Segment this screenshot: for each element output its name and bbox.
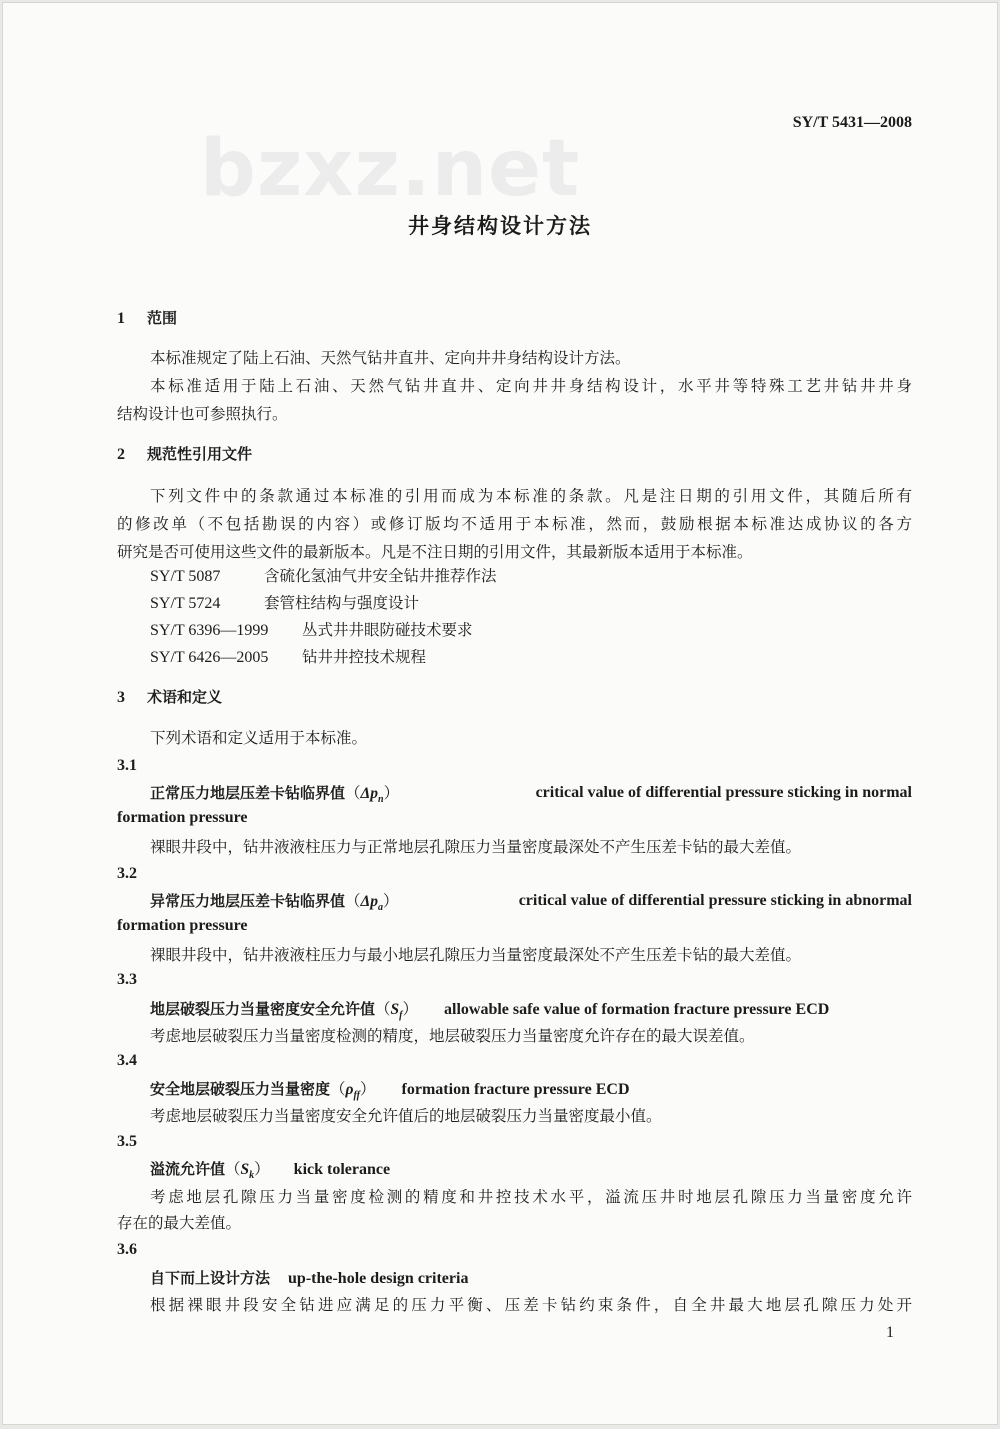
term-english: kick tolerance <box>293 1161 391 1178</box>
term-symbol: $\Delta p_a$ <box>360 893 383 914</box>
reference-title: 套管柱结构与强度设计 <box>264 594 420 612</box>
reference-item <box>150 593 419 614</box>
term-heading <box>150 1268 468 1289</box>
term-definition: 考虑地层破裂压力当量密度检测的精度，地层破裂压力当量密度允许存在的最大误差值。 <box>150 1027 755 1045</box>
term-definition: 考虑地层破裂压力当量密度安全允许值后的地层破裂压力当量密度最小值。 <box>150 1107 662 1125</box>
section-number: 3 <box>117 689 125 706</box>
term-heading: 正常压力地层压差卡钻临界值$(\Delta p_n)$ critical value of differential pressure sticking in normal <box>150 783 912 810</box>
term-heading: 溢流允许值$(S_k)$ kick tolerance <box>150 1160 391 1182</box>
term-symbol: $S_f$ <box>390 1001 403 1022</box>
section-title: 规范性引用文件 <box>147 445 253 463</box>
reference-code: SY/T 6426—2005 <box>150 649 269 666</box>
term-english: critical value of differential pressure sticking in normal <box>535 784 912 801</box>
term-chinese: 自下而上设计方法 <box>150 1269 271 1287</box>
reference-item <box>150 647 426 668</box>
paragraph-line: 下列术语和定义适用于本标准。 <box>150 729 368 747</box>
term-definition: 根据裸眼井段安全钻进应满足的压力平衡、压差卡钻约束条件，自全井最大地层孔隙压力处开 <box>150 1296 912 1314</box>
term-heading: 地层破裂压力当量密度安全允许值$(S_f)$ allowable safe value of formation fracture pressure ECD <box>150 1000 830 1022</box>
reference-title: 含硫化氢油气井安全钻井推荐作法 <box>264 567 497 585</box>
reference-title: 丛式井井眼防碰技术要求 <box>302 621 473 639</box>
term-symbol: $S_k$ <box>240 1161 255 1182</box>
term-definition: 裸眼井段中，钻井液液柱压力与正常地层孔隙压力当量密度最深处不产生压差卡钻的最大差值。 <box>150 838 802 856</box>
section-heading <box>117 687 222 708</box>
section-number: 2 <box>117 446 125 463</box>
document-title: 井身结构设计方法 <box>408 214 592 238</box>
paragraph-line: 的修改单（不包括勘误的内容）或修订版均不适用于本标准，然而，鼓励根据本标准达成协议的各方 <box>117 515 912 533</box>
paragraph-line: 本标准规定了陆上石油、天然气钻井直井、定向井井身结构设计方法。 <box>150 349 631 367</box>
reference-code: SY/T 6396—1999 <box>150 622 269 639</box>
section-number: 1 <box>117 310 125 327</box>
reference-item <box>150 620 473 641</box>
reference-item <box>150 566 497 587</box>
paragraph-line: 结构设计也可参照执行。 <box>117 405 288 423</box>
term-number: 3.1 <box>117 757 137 774</box>
term-chinese: 异常压力地层压差卡钻临界值 <box>150 892 346 910</box>
section-title: 范围 <box>147 309 178 327</box>
term-english: up-the-hole design criteria <box>288 1270 469 1287</box>
term-number: 3.2 <box>117 865 137 882</box>
document-page <box>2 2 998 1425</box>
term-chinese: 溢流允许值 <box>150 1160 226 1178</box>
reference-code: SY/T 5724 <box>150 595 221 612</box>
term-number: 3.4 <box>117 1052 137 1069</box>
standard-number: SY/T 5431—2008 <box>792 114 912 131</box>
section-heading <box>117 308 177 329</box>
section-heading <box>117 444 252 465</box>
term-english: critical value of differential pressure sticking in abnormal <box>518 892 912 909</box>
term-symbol: $\Delta p_n$ <box>360 785 384 806</box>
term-definition: 考虑地层孔隙压力当量密度检测的精度和井控技术水平，溢流压井时地层孔隙压力当量密度允许 <box>150 1188 912 1206</box>
reference-title: 钻井井控技术规程 <box>302 648 427 666</box>
term-number: 3.5 <box>117 1133 137 1150</box>
paragraph-line: 研究是否可使用这些文件的最新版本。凡是不注日期的引用文件，其最新版本适用于本标准。 <box>117 543 753 561</box>
term-heading: 异常压力地层压差卡钻临界值$(\Delta p_a)$ critical value of differential pressure sticking in abnormal <box>150 891 912 918</box>
paragraph-line: 本标准适用于陆上石油、天然气钻井直井、定向井井身结构设计，水平井等特殊工艺井钻井井身 <box>150 377 912 395</box>
term-heading: 安全地层破裂压力当量密度$(\rho_{ff})$ formation fracture pressure ECD <box>150 1080 630 1102</box>
watermark: bzxz.net <box>200 124 581 214</box>
term-english: formation fracture pressure ECD <box>401 1081 630 1098</box>
page-number: 1 <box>886 1324 894 1341</box>
term-english-cont: formation pressure <box>117 809 248 826</box>
reference-code: SY/T 5087 <box>150 568 221 585</box>
section-title: 术语和定义 <box>147 688 223 706</box>
term-english: allowable safe value of formation fracture pressure ECD <box>444 1001 830 1018</box>
term-chinese: 地层破裂压力当量密度安全允许值 <box>150 1000 376 1018</box>
term-definition: 存在的最大差值。 <box>117 1214 242 1232</box>
term-english-cont: formation pressure <box>117 917 248 934</box>
paragraph-line: 下列文件中的条款通过本标准的引用而成为本标准的条款。凡是注日期的引用文件，其随后所有 <box>150 487 912 505</box>
term-number: 3.6 <box>117 1241 137 1258</box>
term-chinese: 安全地层破裂压力当量密度 <box>150 1080 331 1098</box>
term-chinese: 正常压力地层压差卡钻临界值 <box>150 784 346 802</box>
term-number: 3.3 <box>117 971 137 988</box>
term-definition: 裸眼井段中，钻井液液柱压力与最小地层孔隙压力当量密度最深处不产生压差卡钻的最大差值。 <box>150 946 802 964</box>
term-symbol: $\rho_{ff}$ <box>345 1081 361 1102</box>
